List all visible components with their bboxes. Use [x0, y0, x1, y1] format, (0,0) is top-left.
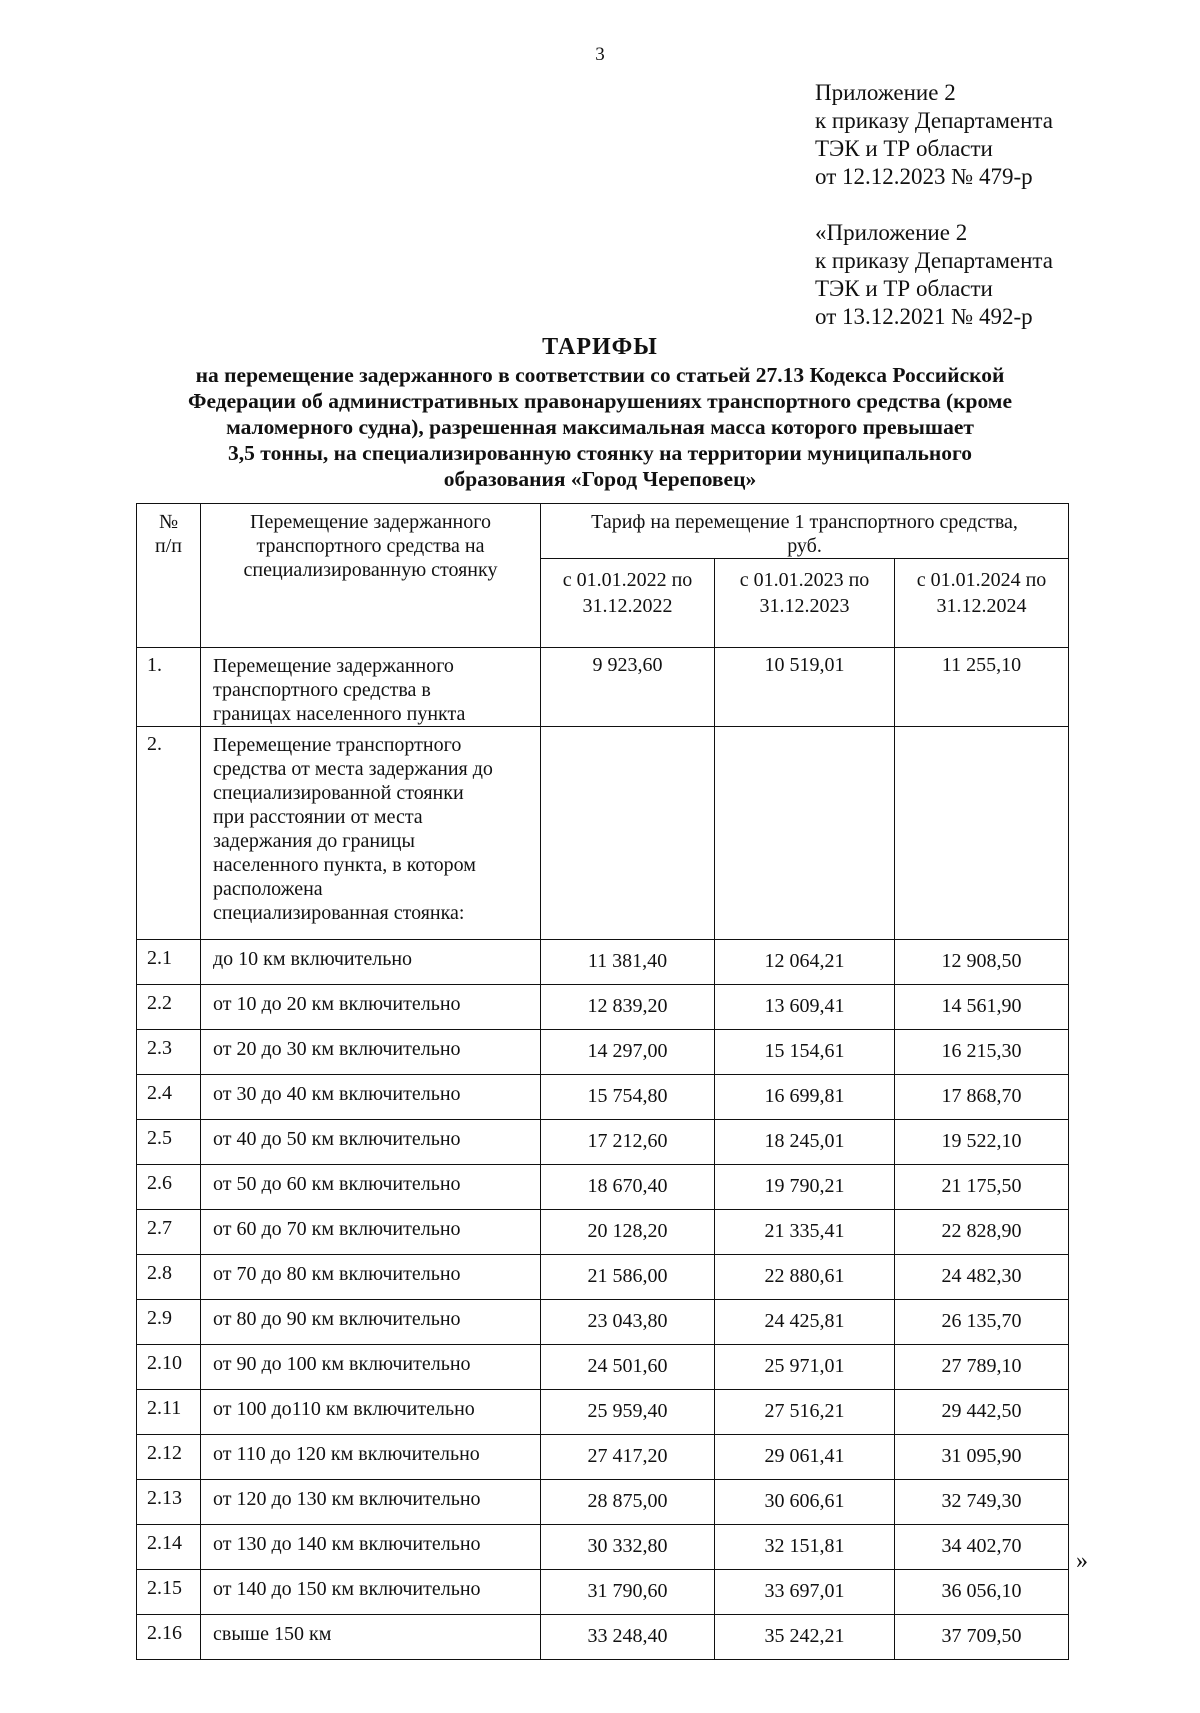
tariff-2023-value: 22 880,61 [715, 1255, 895, 1300]
row-description-line: специализированная стоянка: [213, 902, 465, 924]
tariff-2024-value: 27 789,10 [895, 1345, 1069, 1390]
tariff-2023-value: 16 699,81 [715, 1075, 895, 1120]
subtitle-line: на перемещение задержанного в соответствии со статьей 27.13 Кодекса Российской [195, 363, 1005, 387]
tariff-2024-value: 31 095,90 [895, 1435, 1069, 1480]
table-row [137, 1390, 1069, 1435]
table-row [137, 1300, 1069, 1345]
tariff-2023-value: 21 335,41 [715, 1210, 895, 1255]
row-number: 2.10 [137, 1345, 201, 1390]
tariff-2022-value: 14 297,00 [541, 1030, 715, 1075]
header-description-cell [201, 504, 541, 648]
table-row [137, 1030, 1069, 1075]
row-description-line: специализированной стоянки [213, 782, 464, 804]
tariff-2024-value: 14 561,90 [895, 985, 1069, 1030]
table-row [137, 1075, 1069, 1120]
header-num-cell [137, 504, 201, 648]
header-period-cell [541, 559, 715, 648]
tariff-2024-value: 12 908,50 [895, 940, 1069, 985]
row-description-line: средства от места задержания до [213, 758, 493, 780]
table-row [137, 648, 1069, 727]
appendix-current-line: от 12.12.2023 № 479-р [815, 164, 1033, 189]
table-row [137, 1120, 1069, 1165]
header-tariff-line: Тариф на перемещение 1 транспортного средства, [591, 511, 1018, 533]
appendix-current-block [815, 79, 1053, 191]
tariff-2023-value: 27 516,21 [715, 1390, 895, 1435]
subtitle-line: 3,5 тонны, на специализированную стоянку на территории муниципального [228, 441, 972, 465]
subtitle-line: маломерного судна), разрешенная максимальная масса которого превышает [226, 415, 974, 439]
table-row [137, 985, 1069, 1030]
tariff-2022-value: 15 754,80 [541, 1075, 715, 1120]
tariff-2024-value: 16 215,30 [895, 1030, 1069, 1075]
row-number: 2.13 [137, 1480, 201, 1525]
row-description: свыше 150 км [201, 1615, 541, 1660]
tariff-2024-value: 24 482,30 [895, 1255, 1069, 1300]
tariff-2022-value: 11 381,40 [541, 940, 715, 985]
table-row [137, 1525, 1069, 1570]
tariff-2022-value: 18 670,40 [541, 1165, 715, 1210]
row-description: от 10 до 20 км включительно [201, 985, 541, 1030]
row-description: от 60 до 70 км включительно [201, 1210, 541, 1255]
appendix-previous-line: ТЭК и ТР области [815, 276, 993, 301]
header-description-line: Перемещение задержанного [250, 511, 491, 533]
header-tariff-cell [541, 504, 1069, 559]
header-num-line: п/п [155, 535, 182, 557]
empty-cell [541, 727, 715, 940]
tariff-2024-value: 29 442,50 [895, 1390, 1069, 1435]
tariff-2022-value: 31 790,60 [541, 1570, 715, 1615]
row-description: от 140 до 150 км включительно [201, 1570, 541, 1615]
tariff-2022-value: 23 043,80 [541, 1300, 715, 1345]
tariff-2024-value: 19 522,10 [895, 1120, 1069, 1165]
document-subtitle [130, 362, 1070, 492]
distance-rows [137, 940, 1069, 1660]
tariff-2023-value: 19 790,21 [715, 1165, 895, 1210]
table-row [137, 1615, 1069, 1660]
row-description: от 120 до 130 км включительно [201, 1480, 541, 1525]
row-number: 2.1 [137, 940, 201, 985]
table-header-row [137, 504, 1069, 559]
row-description: от 50 до 60 км включительно [201, 1165, 541, 1210]
header-period-line: с 01.01.2022 по [562, 569, 693, 591]
tariff-2024-value: 36 056,10 [895, 1570, 1069, 1615]
header-num-line: № [158, 511, 179, 533]
row-number: 2.6 [137, 1165, 201, 1210]
row-description: от 90 до 100 км включительно [201, 1345, 541, 1390]
row-description-line: Перемещение задержанного [213, 655, 454, 677]
tariff-2024-value: 37 709,50 [895, 1615, 1069, 1660]
header-description-line: транспортного средства на [256, 535, 485, 557]
row-description: от 30 до 40 км включительно [201, 1075, 541, 1120]
tariff-2022-value: 20 128,20 [541, 1210, 715, 1255]
appendix-current-line: к приказу Департамента [815, 108, 1053, 133]
tariff-2024-value: 26 135,70 [895, 1300, 1069, 1345]
row-description [201, 727, 541, 940]
row-number: 2.15 [137, 1570, 201, 1615]
tariff-2022-value: 28 875,00 [541, 1480, 715, 1525]
row-description-line: при расстоянии от места [213, 806, 423, 828]
row-description: от 20 до 30 км включительно [201, 1030, 541, 1075]
table-row [137, 1210, 1069, 1255]
row-number: 2. [137, 727, 201, 940]
table-row [137, 1345, 1069, 1390]
tariff-2023-value: 15 154,61 [715, 1030, 895, 1075]
closing-quote: » [1076, 1548, 1088, 1574]
appendix-current-line: Приложение 2 [815, 80, 956, 105]
empty-cell [895, 727, 1069, 940]
row-description: от 80 до 90 км включительно [201, 1300, 541, 1345]
row-description-line: расположена [213, 878, 323, 900]
subtitle-line: образования «Город Череповец» [443, 467, 757, 491]
tariff-2022-value: 9 923,60 [541, 648, 715, 727]
tariff-2023-value: 13 609,41 [715, 985, 895, 1030]
tariff-2022-value: 25 959,40 [541, 1390, 715, 1435]
row-description [201, 648, 541, 727]
row-number: 1. [137, 648, 201, 727]
tariff-2024-value: 22 828,90 [895, 1210, 1069, 1255]
table-row [137, 940, 1069, 985]
tariff-2023-value: 10 519,01 [715, 648, 895, 727]
empty-cell [715, 727, 895, 940]
tariff-2023-value: 30 606,61 [715, 1480, 895, 1525]
tariff-2024-value: 34 402,70 [895, 1525, 1069, 1570]
row-description: от 40 до 50 км включительно [201, 1120, 541, 1165]
row-description: от 130 до 140 км включительно [201, 1525, 541, 1570]
tariff-2023-value: 12 064,21 [715, 940, 895, 985]
header-description-line: специализированную стоянку [243, 559, 498, 581]
row-description-line: границах населенного пункта [213, 703, 466, 725]
row-description: от 100 до110 км включительно [201, 1390, 541, 1435]
tariff-2023-value: 33 697,01 [715, 1570, 895, 1615]
row-number: 2.11 [137, 1390, 201, 1435]
tariff-2022-value: 21 586,00 [541, 1255, 715, 1300]
row-number: 2.4 [137, 1075, 201, 1120]
tariff-2022-value: 17 212,60 [541, 1120, 715, 1165]
document-title: ТАРИФЫ [542, 334, 658, 360]
tariff-2024-value: 32 749,30 [895, 1480, 1069, 1525]
table-row [137, 727, 1069, 940]
header-period-line: 31.12.2022 [582, 595, 673, 617]
row-description-line: задержания до границы [213, 830, 415, 852]
tariff-2022-value: 30 332,80 [541, 1525, 715, 1570]
tariff-2023-value: 29 061,41 [715, 1435, 895, 1480]
row-description-line: Перемещение транспортного [213, 734, 462, 756]
tariff-2022-value: 33 248,40 [541, 1615, 715, 1660]
tariff-2024-value: 21 175,50 [895, 1165, 1069, 1210]
appendix-current-line: ТЭК и ТР области [815, 136, 993, 161]
tariff-2023-value: 35 242,21 [715, 1615, 895, 1660]
appendix-previous-block [815, 219, 1053, 331]
tariff-2022-value: 12 839,20 [541, 985, 715, 1030]
header-period-cell [715, 559, 895, 648]
row-number: 2.3 [137, 1030, 201, 1075]
row-description-line: населенного пункта, в котором [213, 854, 476, 876]
appendix-previous-line: от 13.12.2021 № 492-р [815, 304, 1033, 329]
tariff-2024-value: 17 868,70 [895, 1075, 1069, 1120]
table-row [137, 1480, 1069, 1525]
tariff-2023-value: 18 245,01 [715, 1120, 895, 1165]
row-number: 2.14 [137, 1525, 201, 1570]
header-period-line: 31.12.2024 [936, 595, 1027, 617]
row-description: от 70 до 80 км включительно [201, 1255, 541, 1300]
header-period-line: 31.12.2023 [759, 595, 850, 617]
row-number: 2.12 [137, 1435, 201, 1480]
appendix-previous-line: «Приложение 2 [815, 220, 968, 245]
table-row [137, 1570, 1069, 1615]
subtitle-line: Федерации об административных правонарушениях транспортного средства (кроме [187, 389, 1012, 413]
row-number: 2.2 [137, 985, 201, 1030]
header-period-line: с 01.01.2023 по [739, 569, 870, 591]
header-period-line: с 01.01.2024 по [916, 569, 1047, 591]
tariff-2023-value: 24 425,81 [715, 1300, 895, 1345]
tariff-2023-value: 32 151,81 [715, 1525, 895, 1570]
tariff-2022-value: 27 417,20 [541, 1435, 715, 1480]
table-row [137, 1435, 1069, 1480]
table-row [137, 1165, 1069, 1210]
tariff-2022-value: 24 501,60 [541, 1345, 715, 1390]
row-number: 2.16 [137, 1615, 201, 1660]
tariff-2023-value: 25 971,01 [715, 1345, 895, 1390]
header-period-cell [895, 559, 1069, 648]
appendix-previous-line: к приказу Департамента [815, 248, 1053, 273]
header-tariff-line: руб. [787, 535, 822, 557]
row-number: 2.9 [137, 1300, 201, 1345]
row-description-line: транспортного средства в [213, 679, 431, 701]
row-number: 2.5 [137, 1120, 201, 1165]
table-row [137, 1255, 1069, 1300]
tariffs-table [136, 503, 1069, 1660]
tariff-2024-value: 11 255,10 [895, 648, 1069, 727]
row-number: 2.7 [137, 1210, 201, 1255]
page-number: 3 [595, 44, 605, 65]
row-number: 2.8 [137, 1255, 201, 1300]
row-description: до 10 км включительно [201, 940, 541, 985]
row-description: от 110 до 120 км включительно [201, 1435, 541, 1480]
